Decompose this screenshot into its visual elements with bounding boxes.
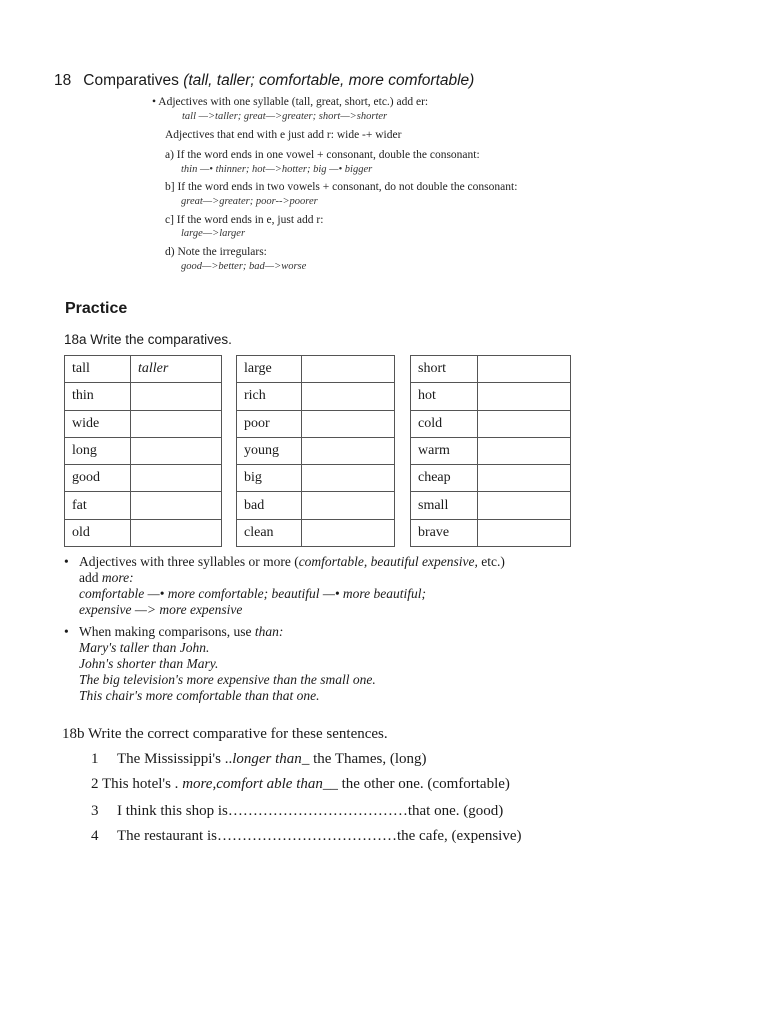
exercise-18b-instruction: 18b Write the correct comparative for these sentences.: [62, 726, 388, 742]
table-row: [237, 356, 395, 383]
rule-one-syllable-example: tall —>taller; great—>greater; short—>shorter: [182, 111, 388, 122]
word-cell: tall: [65, 356, 131, 383]
bullet: •: [64, 624, 69, 639]
answer-cell[interactable]: taller: [131, 356, 222, 383]
table-row: [237, 492, 395, 519]
table-row: [411, 383, 571, 410]
answer-cell[interactable]: [478, 383, 571, 410]
section-heading: [54, 72, 474, 90]
note-example: The big television's more expensive than the small one.: [79, 672, 376, 687]
rule-c-example: large—>larger: [181, 228, 246, 239]
table-row: [237, 437, 395, 464]
table-row: [65, 492, 222, 519]
answer-cell[interactable]: [131, 492, 222, 519]
bullet: •: [64, 554, 69, 569]
table-row: [65, 437, 222, 464]
answer-cell[interactable]: [302, 437, 395, 464]
note-example: This chair's more comfortable than that one.: [79, 688, 320, 703]
rule-b-example: great—>greater; poor-->poorer: [181, 196, 318, 207]
sentence-1: 1 The Mississippi's ..longer than_ the Thames, (long): [91, 751, 427, 767]
note-example: Mary's taller than John.: [79, 640, 210, 655]
section-title: Comparatives: [83, 72, 179, 89]
table-row: [411, 437, 571, 464]
answer-cell[interactable]: [131, 519, 222, 546]
table-row: [411, 519, 571, 546]
table-row: [65, 356, 222, 383]
word-cell: cold: [411, 410, 478, 437]
word-cell: short: [411, 356, 478, 383]
comparatives-table-1: [64, 355, 222, 547]
note-three-syllables: [64, 554, 624, 618]
comparatives-table-3: [410, 355, 571, 547]
word-cell: hot: [411, 383, 478, 410]
answer-cell[interactable]: [131, 465, 222, 492]
table-row: [237, 410, 395, 437]
note-example: John's shorter than Mary.: [79, 656, 219, 671]
word-cell: warm: [411, 437, 478, 464]
answer-cell[interactable]: [478, 356, 571, 383]
answer-fill[interactable]: longer than: [232, 751, 302, 767]
table-row: [65, 383, 222, 410]
table-row: [65, 519, 222, 546]
rule-ending-e: Adjectives that end with e just add r: wide -+ wider: [165, 129, 402, 141]
word-cell: big: [237, 465, 302, 492]
answer-cell[interactable]: [302, 383, 395, 410]
table-row: [411, 410, 571, 437]
answer-cell[interactable]: [478, 437, 571, 464]
sentence-3: 3 I think this shop is………………………………that one. (good): [91, 803, 504, 819]
rule-a: a) If the word ends in one vowel + consonant, double the consonant:: [165, 149, 480, 161]
comparatives-table-2: [236, 355, 395, 547]
section-number: 18: [54, 72, 72, 89]
exercise-18a-instruction: 18a Write the comparatives.: [64, 332, 232, 347]
table-row: [65, 410, 222, 437]
table-row: [65, 465, 222, 492]
table-row: [237, 465, 395, 492]
table-row: [411, 492, 571, 519]
answer-cell[interactable]: [302, 519, 395, 546]
answer-cell[interactable]: [478, 492, 571, 519]
word-cell: cheap: [411, 465, 478, 492]
sentence-2: 2 This hotel's . more,comfort able than__ the other one. (comfortable): [91, 776, 510, 792]
answer-cell[interactable]: [302, 356, 395, 383]
note-line: Adjectives with three syllables or more (comfortable, beautiful expensive, etc.): [79, 554, 505, 569]
word-cell: wide: [65, 410, 131, 437]
rule-c: c] If the word ends in e, just add r:: [165, 214, 324, 226]
rule-b: b] If the word ends in two vowels + consonant, do not double the consonant:: [165, 181, 518, 193]
section-subtitle: (tall, taller; comfortable, more comfortable): [183, 72, 475, 89]
note-line: When making comparisons, use than:: [79, 624, 284, 639]
table-row: [411, 356, 571, 383]
word-cell: rich: [237, 383, 302, 410]
word-cell: thin: [65, 383, 131, 410]
word-cell: poor: [237, 410, 302, 437]
answer-cell[interactable]: [131, 437, 222, 464]
note-example: expensive —> more expensive: [79, 602, 243, 617]
practice-title: Practice: [65, 300, 128, 317]
word-cell: young: [237, 437, 302, 464]
answer-cell[interactable]: [478, 519, 571, 546]
word-cell: fat: [65, 492, 131, 519]
word-cell: large: [237, 356, 302, 383]
note-example: comfortable —• more comfortable; beautiful —• more beautiful;: [79, 586, 427, 601]
word-cell: clean: [237, 519, 302, 546]
answer-fill[interactable]: more,comfort able than: [182, 776, 323, 792]
word-cell: brave: [411, 519, 478, 546]
answer-cell[interactable]: [131, 410, 222, 437]
answer-blank[interactable]: ………………………………: [216, 828, 397, 844]
table-row: [411, 465, 571, 492]
answer-cell[interactable]: [302, 410, 395, 437]
table-row: [237, 519, 395, 546]
word-cell: old: [65, 519, 131, 546]
answer-cell[interactable]: [478, 410, 571, 437]
answer-cell[interactable]: [302, 465, 395, 492]
rule-one-syllable: • Adjectives with one syllable (tall, great, short, etc.) add er:: [152, 96, 429, 108]
sentence-4: 4 The restaurant is………………………………the cafe, (expensive): [91, 828, 522, 844]
word-cell: bad: [237, 492, 302, 519]
rule-d-example: good—>better; bad—>worse: [181, 261, 307, 272]
answer-blank[interactable]: ………………………………: [227, 803, 408, 819]
word-cell: small: [411, 492, 478, 519]
answer-cell[interactable]: [478, 465, 571, 492]
rule-d: d) Note the irregulars:: [165, 246, 267, 258]
rule-a-example: thin —• thinner; hot—>hotter; big —• bigger: [181, 164, 373, 175]
word-cell: good: [65, 465, 131, 492]
note-line: add more:: [79, 570, 134, 585]
table-row: [237, 383, 395, 410]
answer-cell[interactable]: [131, 383, 222, 410]
word-cell: long: [65, 437, 131, 464]
note-comparisons-than: [64, 624, 624, 704]
answer-cell[interactable]: [302, 492, 395, 519]
